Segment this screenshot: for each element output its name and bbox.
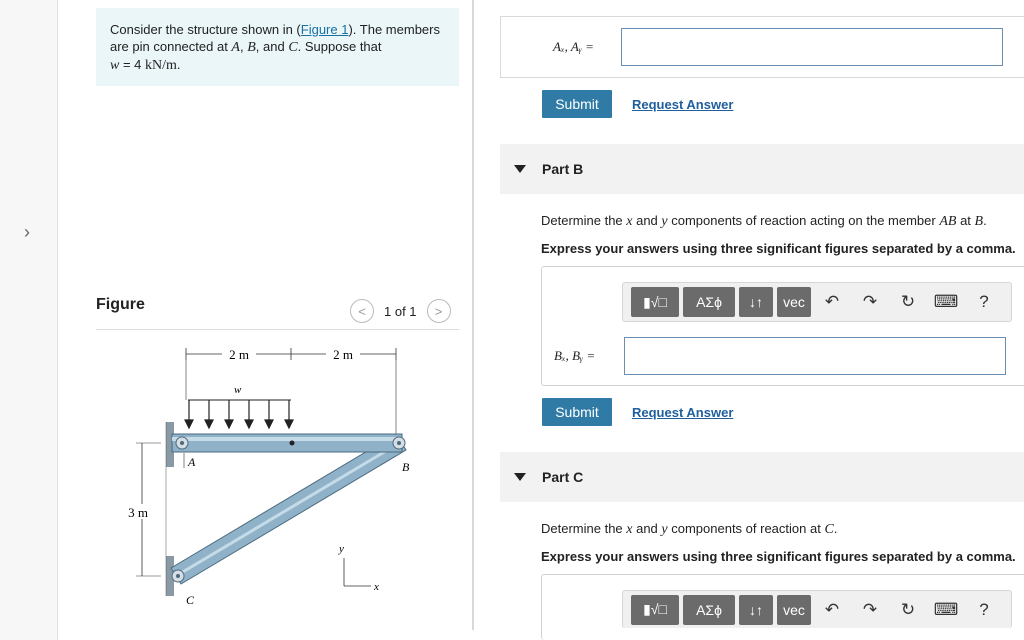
partC-question [541,521,837,538]
math-C: C [288,40,298,55]
q-text: and [632,521,662,536]
keyboard-icon[interactable]: ⌨ [933,292,959,311]
dim-2m-right-label: 2 m [333,347,353,362]
structure-figure [126,340,426,610]
left-rail [0,0,58,640]
label-A: A [188,455,196,469]
figure-title: Figure [96,296,145,313]
template-button[interactable]: ▮√□ [631,595,679,625]
partA-answer-input[interactable] [621,28,1003,66]
math-w: w [110,58,120,73]
figure-link[interactable]: Figure 1 [300,22,349,37]
figure-pager [350,298,460,324]
partA-answer-row [500,16,1024,78]
q-text: components of reaction acting on the member [667,213,940,228]
axis-y-label: y [339,543,344,555]
collapse-caret-icon[interactable] [514,473,526,481]
partB-title: Part B [542,161,584,177]
math-y: y [661,522,668,537]
problem-text: ). The members are pin connected at [110,22,440,54]
undo-icon[interactable]: ↶ [824,292,840,311]
midpoint-dot [290,441,295,446]
greek-symbols-button[interactable]: ΑΣϕ [683,595,735,625]
sub-superscript-button[interactable]: ↓↑ [739,287,773,317]
q-text: Determine the [541,521,627,536]
problem-panel [58,0,472,640]
reset-icon[interactable]: ↻ [900,599,916,619]
collapse-caret-icon[interactable] [514,165,526,173]
pager-count: 1 of 1 [384,303,417,319]
help-icon[interactable]: ? [979,599,989,619]
member-AB [172,434,402,452]
math-unit: kN/m [145,58,177,73]
sub-superscript-button[interactable]: ↓↑ [739,595,773,625]
math-y: y [661,214,668,229]
partB-answer-input[interactable] [624,337,1006,375]
math-x: x [626,214,633,229]
problem-text: , and [255,39,289,54]
math-C: C [824,522,834,537]
load-arrows [185,400,293,428]
dim-2m-left-label: 2 m [229,347,249,362]
q-text: Determine the [541,213,627,228]
q-text: at [956,213,975,228]
q-text: . [983,213,987,228]
dim-3m-label: 3 m [128,505,148,520]
keyboard-icon[interactable]: ⌨ [933,599,959,619]
pin-C-center [176,574,180,578]
partB-submit-button[interactable]: Submit [542,398,612,426]
math-B: B [247,40,256,55]
pin-B-center [397,441,401,445]
partC-title: Part C [542,469,584,485]
partB-answer-row [542,326,1024,386]
partA-request-answer-link[interactable]: Request Answer [632,97,734,112]
axis-x-label: x [374,581,379,593]
help-icon[interactable]: ? [979,292,989,311]
answer-panel [474,0,1024,640]
label-B: B [402,460,410,474]
figure-divider [96,329,459,330]
label-C: C [186,593,195,607]
vector-button[interactable]: vec [777,287,811,317]
partB-request-answer-link[interactable]: Request Answer [632,405,734,420]
greek-symbols-button[interactable]: ΑΣϕ [683,287,735,317]
partC-math-toolbar [622,590,1012,628]
reset-icon[interactable]: ↻ [900,292,916,311]
problem-text: = 4 [119,57,146,72]
partB-instruction: Express your answers using three significant figures separated by a comma. [541,241,1016,256]
pin-A-center [180,441,184,445]
q-text: . [833,521,838,536]
problem-text: Consider the structure shown in ( [110,22,301,37]
partB-header[interactable] [500,144,1024,194]
partA-submit-button[interactable]: Submit [542,90,612,118]
partA-answer-label: Aₓ, Aᵧ = [553,39,594,54]
expand-chevron-icon[interactable]: › [24,222,30,242]
next-figure-button[interactable]: > [427,299,451,323]
math-x: x [626,522,633,537]
q-text: components of reaction at [667,521,825,536]
load-label: w [234,384,242,396]
redo-icon[interactable]: ↷ [862,599,878,619]
partC-instruction: Express your answers using three significant figures separated by a comma. [541,549,1016,564]
member-CB-highlight [176,442,401,576]
problem-text: . [176,57,181,72]
q-text: and [632,213,662,228]
partB-question [541,213,987,230]
member-AB-highlight [172,437,402,441]
problem-text: . Suppose that [297,39,382,54]
partB-answer-label: Bₓ, Bᵧ = [554,348,596,363]
problem-text: , [239,39,248,54]
prev-figure-button[interactable]: < [350,299,374,323]
problem-statement [96,8,459,86]
undo-icon[interactable]: ↶ [824,599,840,619]
partC-header[interactable] [500,452,1024,502]
template-button[interactable]: ▮√□ [631,287,679,317]
math-B: B [974,214,984,229]
redo-icon[interactable]: ↷ [862,292,878,311]
math-A: A [231,40,240,55]
partB-math-toolbar [622,282,1012,322]
math-AB: AB [939,214,957,229]
vector-button[interactable]: vec [777,595,811,625]
